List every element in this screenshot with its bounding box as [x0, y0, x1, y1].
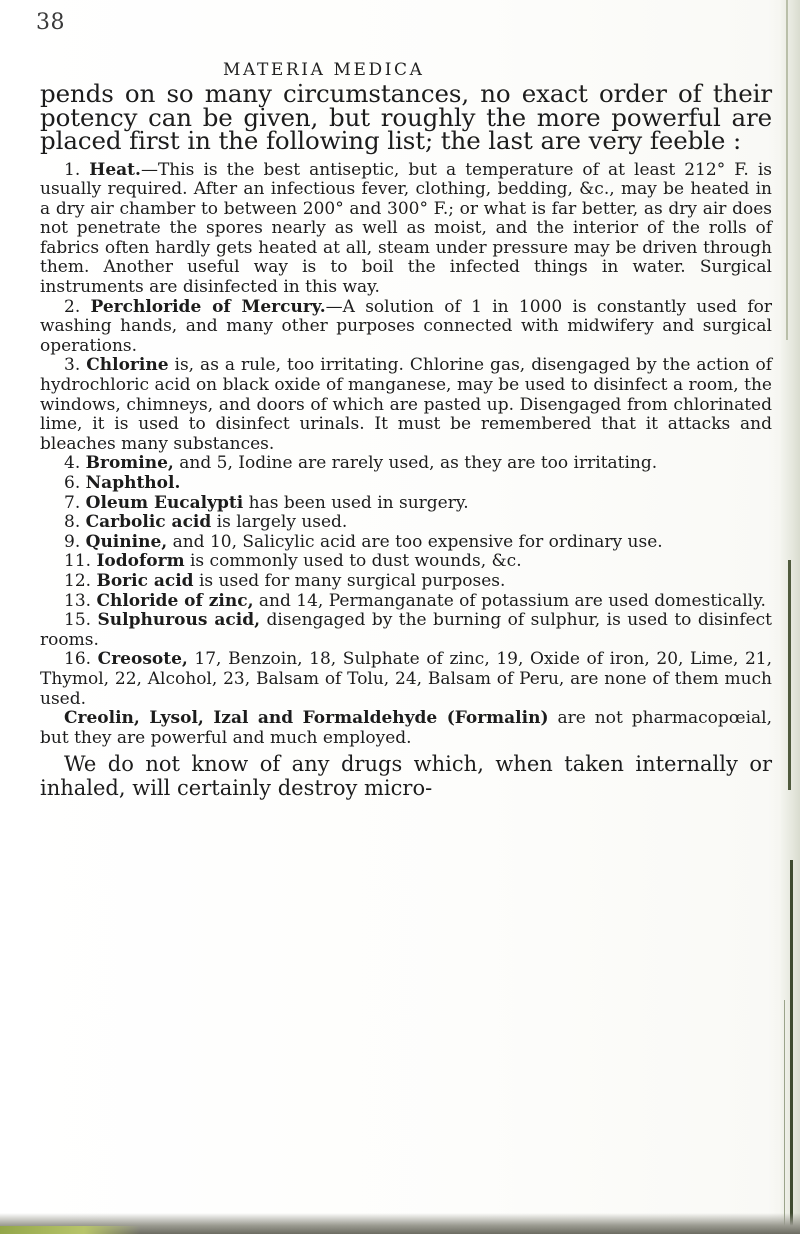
item-text: —This is the best antiseptic, but a temperature of at least 212° F. is usually required. After an infectious fever, clothing, bedding, &c., may be heated in a dry air chamber to between 200° and 300° F.; or what is far better, as dry air does not penetrate the spores nearly as well as moist, and the interior of the rolls of fabrics often hardly gets heated at all, steam under pressure may be driven through them. Another useful way is to boil the infected things in water. Surgical instruments are disinfected in this way.	[40, 159, 772, 298]
page-edge-line	[790, 860, 793, 1230]
list-item	[40, 494, 772, 514]
closing-paragraph: We do not know of any drugs which, when taken internally or inhaled, will certainly destroy micro-	[40, 752, 772, 801]
list-item	[40, 513, 772, 533]
item-number: 16.	[64, 649, 92, 670]
list-item	[40, 454, 772, 474]
page-edge-line	[788, 560, 791, 790]
item-text: has been used in surgery.	[243, 492, 469, 513]
list-item	[40, 474, 772, 494]
item-number: 13.	[64, 590, 92, 611]
running-head: MATERIA MEDICA	[223, 60, 425, 80]
list-item	[40, 709, 772, 748]
item-term: Oleum Eucalypti	[85, 492, 244, 513]
item-term: Naphthol.	[85, 473, 181, 493]
list-item	[40, 611, 772, 650]
disinfectant-list	[40, 161, 772, 749]
list-item	[40, 650, 772, 709]
item-term: Heat.	[89, 159, 141, 180]
item-term: Bromine,	[85, 453, 174, 474]
list-item	[40, 572, 772, 592]
item-term: Chloride of zinc,	[96, 590, 254, 611]
item-number: 1.	[64, 159, 81, 180]
item-number: 9.	[64, 531, 81, 552]
item-term: Carbolic acid	[85, 512, 212, 533]
item-term: Chlorine	[86, 355, 169, 376]
page-edge-line	[784, 1000, 785, 1234]
item-text: is, as a rule, too irritating. Chlorine gas, disengaged by the action of hydrochloric acid on black oxide of manganese, may be used to disinfect a room, the windows, chimneys, and doors of which are pasted up. Disengaged from chlorinated lime, it is used to disinfect urinals. It must be remembered that it attacks and bleaches many substances.	[40, 355, 773, 454]
list-item	[40, 298, 772, 357]
item-term: Creosote,	[97, 649, 188, 670]
item-term: Creolin, Lysol, Izal and Formaldehyde (Formalin)	[64, 708, 549, 729]
item-text: is used for many surgical purposes.	[193, 570, 506, 591]
list-item	[40, 356, 772, 454]
list-item	[40, 552, 772, 572]
body-text	[40, 79, 773, 801]
item-number: 7.	[64, 492, 81, 513]
item-number: 2.	[64, 296, 81, 317]
item-text: and 10, Salicylic acid are too expensive for ordinary use.	[167, 531, 663, 552]
item-number: 4.	[64, 453, 81, 474]
item-text: 17, Benzoin, 18, Sulphate of zinc, 19, Oxide of iron, 20, Lime, 21, Thymol, 22, Alcohol, 23, Balsam of Tolu, 24, Balsam of Peru, are none of them much used.	[40, 649, 772, 709]
item-text: —A solution of 1 in 1000 is constantly used for washing hands, and many other purposes connected with midwifery and surgical operations.	[40, 296, 772, 356]
item-text: is commonly used to dust wounds, &c.	[184, 551, 522, 572]
item-term: Iodoform	[96, 551, 185, 572]
item-number: 15.	[64, 610, 92, 631]
list-item	[40, 533, 772, 553]
item-text: and 14, Permanganate of potassium are used domestically.	[253, 590, 766, 611]
lead-paragraph: pends on so many circumstances, no exact order of their potency can be given, but roughly the more powerful are placed first in the following list; the last are very feeble :	[40, 79, 772, 155]
item-text: disengaged by the burning of sulphur, is used to disinfect rooms.	[40, 610, 772, 650]
item-text: are not pharmacopœial, but they are powerful and much employed.	[40, 708, 773, 748]
list-item	[40, 161, 772, 298]
page-edge-line	[786, 0, 788, 340]
item-number: 11.	[64, 551, 92, 572]
item-term: Boric acid	[96, 570, 194, 591]
item-text: and 5, Iodine are rarely used, as they are too irritating.	[173, 453, 658, 474]
item-number: 8.	[64, 512, 81, 533]
item-number: 6.	[64, 473, 81, 493]
item-term: Sulphurous acid,	[97, 610, 261, 631]
page-number: 38	[36, 10, 65, 35]
page-bottom-tint	[0, 1226, 140, 1234]
item-number: 3.	[64, 355, 81, 376]
item-text: is largely used.	[211, 512, 348, 533]
list-item	[40, 592, 772, 612]
item-term: Quinine,	[85, 531, 168, 552]
item-term: Perchloride of Mercury.	[90, 296, 326, 317]
item-number: 12.	[64, 570, 92, 591]
